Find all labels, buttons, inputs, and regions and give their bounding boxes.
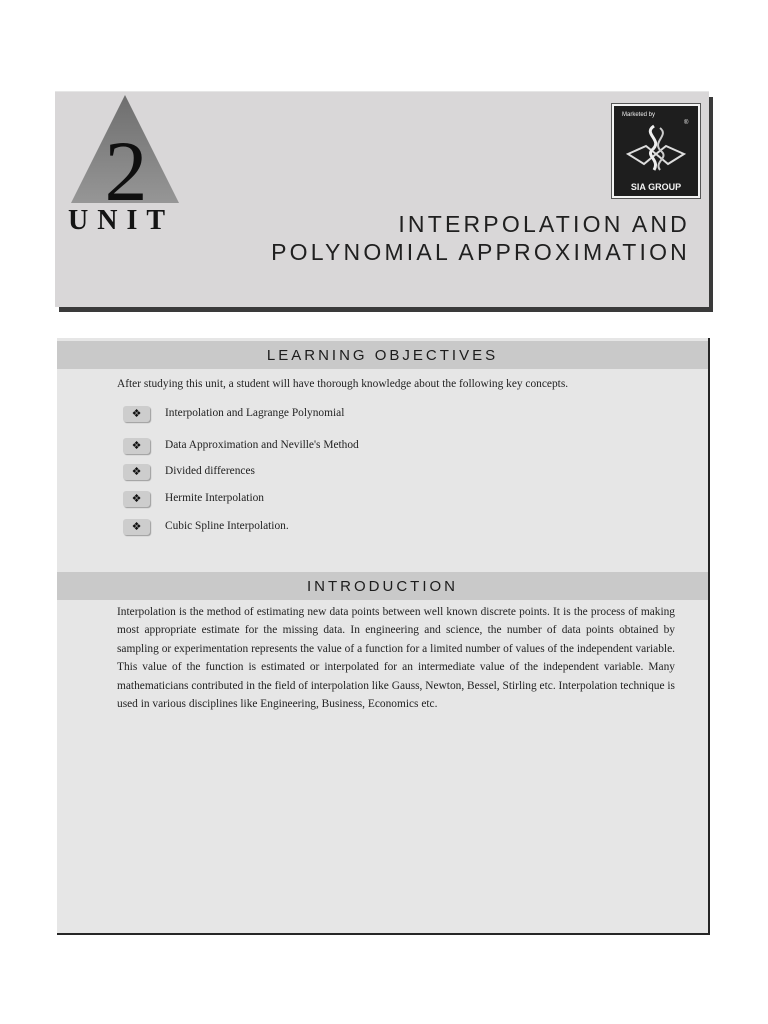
objectives-lead-text: After studying this unit, a student will have thorough knowledge about the following key concepts. (117, 378, 569, 390)
unit-title (271, 210, 690, 266)
logo-book-icon (624, 120, 688, 176)
learning-objectives-heading: LEARNING OBJECTIVES (57, 341, 708, 369)
diamond-bullet-icon: ❖ (123, 491, 150, 507)
title-line-2: POLYNOMIAL APPROXIMATION (271, 239, 690, 265)
diamond-bullet-icon: ❖ (123, 519, 150, 535)
unit-number: 2 (104, 123, 148, 219)
diamond-bullet-icon: ❖ (123, 406, 150, 422)
unit-label: UNIT (68, 205, 175, 236)
objective-text: Cubic Spline Interpolation. (165, 520, 289, 532)
introduction-heading: INTRODUCTION (57, 572, 708, 600)
title-line-1: INTERPOLATION AND (398, 211, 690, 237)
diamond-bullet-icon: ❖ (123, 464, 150, 480)
objective-text: Interpolation and Lagrange Polynomial (165, 407, 345, 419)
publisher-logo (612, 104, 700, 198)
logo-registered-mark: ® (684, 120, 689, 126)
objective-text: Hermite Interpolation (165, 492, 265, 504)
logo-marketed-by: Marketed by (622, 112, 656, 118)
introduction-paragraph: Interpolation is the method of estimating new data points between well known discrete points. It is the process of making most appropriate estimate for the missing data. In engineering and science, the number of data points obtained by sampling or experimentation represents the value of a function for a limited number of values of the independent variable. This value of the function is estimated or interpolated for an intermediate value of the independent variable. Many mathematicians contributed in the field of interpolation like Gauss, Newton, Bessel, Stirling etc. Interpolation technique is used in various disciplines like Engineering, Business, Economics etc. (117, 606, 675, 711)
objective-text: Data Approximation and Neville's Method (165, 439, 359, 451)
logo-brand-text: SIA GROUP (630, 182, 682, 192)
diamond-bullet-icon: ❖ (123, 438, 150, 454)
objective-text: Divided differences (165, 465, 255, 477)
